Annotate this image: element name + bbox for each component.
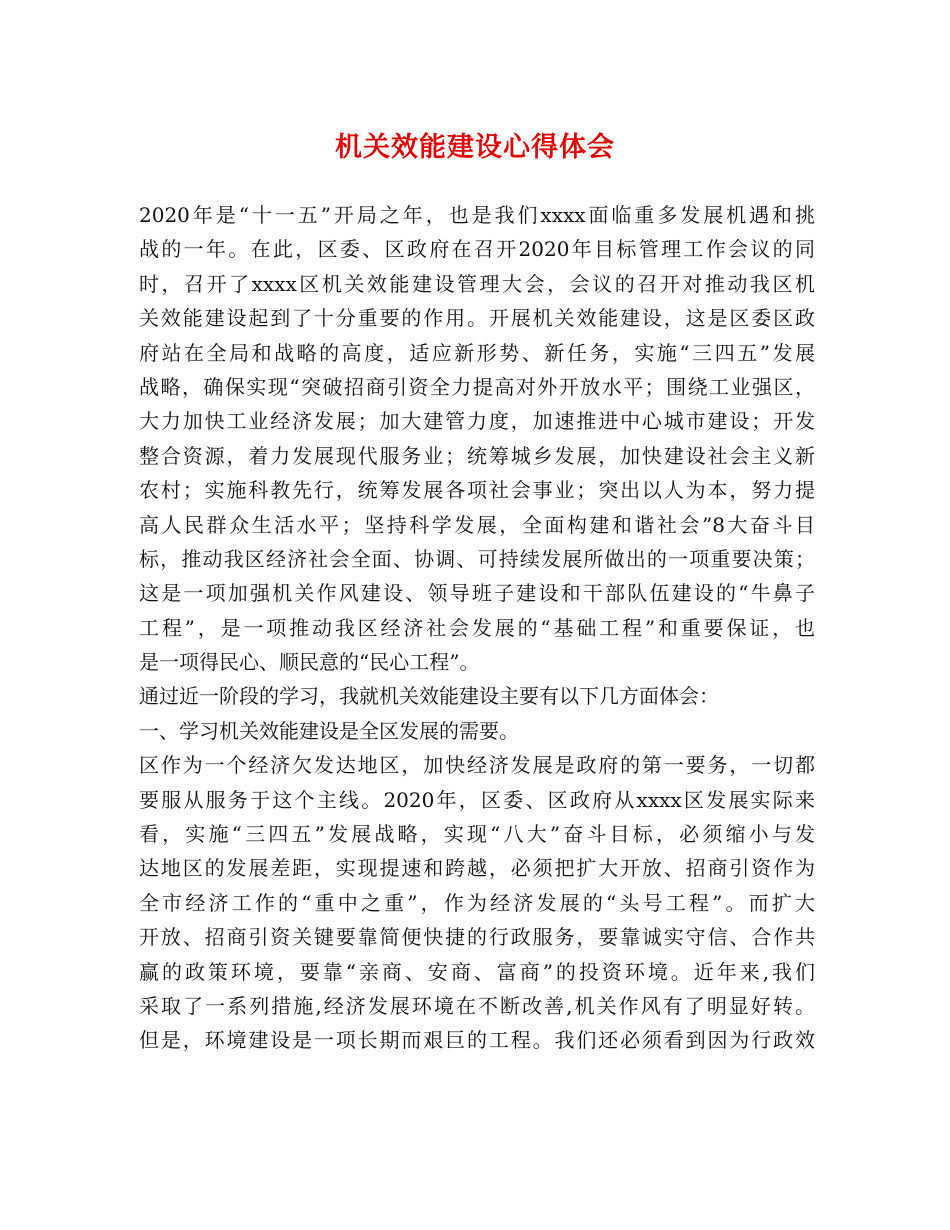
body-line: 看，实施“三四五”发展战略，实现“八大”奋斗目标，必须缩小与发 (139, 822, 815, 847)
document-body (139, 198, 815, 1058)
body-line: 达地区的发展差距，实现提速和跨越，必须把扩大开放、招商引资作为 (139, 856, 815, 881)
body-line: 高人民群众生活水平；坚持科学发展，全面构建和谐社会”8大奋斗目 (139, 512, 815, 537)
body-line: 农村；实施科教先行，统筹发展各项社会事业；突出以人为本，努力提 (139, 478, 815, 503)
body-line: 时，召开了xxxx区机关效能建设管理大会，会议的召开对推动我区机 (139, 271, 815, 296)
body-line: 整合资源，着力发展现代服务业；统筹城乡发展，加快建设社会主义新 (139, 443, 815, 468)
body-line: 大力加快工业经济发展；加大建管力度，加速推进中心城市建设；开发 (139, 409, 815, 434)
body-line: 战的一年。在此，区委、区政府在召开2020年目标管理工作会议的同 (139, 237, 815, 262)
document-title: 机关效能建设心得体会 (335, 132, 615, 163)
body-line: 全市经济工作的“重中之重”，作为经济发展的“头号工程”。而扩大 (139, 890, 815, 915)
body-line: 标，推动我区经济社会全面、协调、可持续发展所做出的一项重要决策； (139, 546, 815, 571)
body-line: 区作为一个经济欠发达地区，加快经济发展是政府的第一要务，一切都 (139, 753, 815, 778)
body-line: 战略，确保实现“突破招商引资全力提高对外开放水平；围绕工业强区， (139, 374, 815, 399)
body-line: 关效能建设起到了十分重要的作用。开展机关效能建设，这是区委区政 (139, 306, 815, 331)
body-line: 是一项得民心、顺民意的“民心工程”。 (139, 650, 480, 675)
section-heading: 一、学习机关效能建设是全区发展的需要。 (139, 718, 519, 743)
body-line: 赢的政策环境，要靠“亲商、安商、富商”的投资环境。近年来,我们 (139, 959, 815, 984)
body-line: 府站在全局和战略的高度，适应新形势、新任务，实施“三四五”发展 (139, 340, 815, 365)
body-line: 这是一项加强机关作风建设、领导班子建设和干部队伍建设的“牛鼻子 (139, 581, 815, 606)
body-line: 要服从服务于这个主线。2020年，区委、区政府从xxxx区发展实际来 (139, 787, 815, 812)
body-line: 通过近一阶段的学习，我就机关效能建设主要有以下几方面体会： (139, 684, 719, 709)
body-line: 工程”，是一项推动我区经济社会发展的“基础工程”和重要保证，也 (139, 615, 815, 640)
body-line: 但是，环境建设是一项长期而艰巨的工程。我们还必须看到因为行政效 (139, 1028, 815, 1053)
body-line: 采取了一系列措施,经济发展环境在不断改善,机关作风有了明显好转。 (139, 993, 815, 1018)
body-line: 开放、招商引资关键要靠简便快捷的行政服务，要靠诚实守信、合作共 (139, 925, 815, 950)
body-line: 2020年是“十一五”开局之年，也是我们xxxx面临重多发展机遇和挑 (139, 203, 815, 227)
